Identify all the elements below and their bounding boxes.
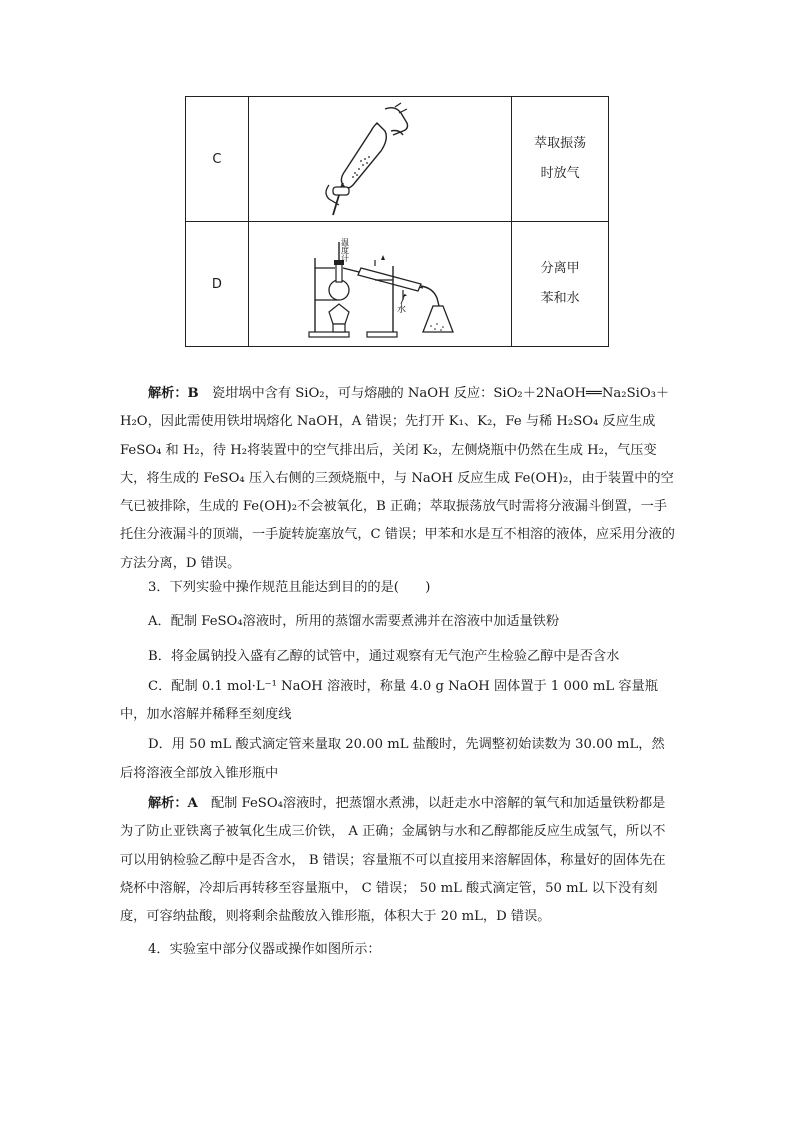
figure-cell bbox=[248, 222, 512, 347]
distillation-apparatus-icon bbox=[305, 228, 455, 340]
description-line: 时放气 bbox=[540, 166, 580, 181]
description-line: 分离甲 bbox=[540, 261, 580, 276]
separatory-funnel-icon bbox=[325, 101, 435, 217]
water-label: 水 bbox=[397, 305, 407, 315]
figure-cell bbox=[248, 97, 512, 222]
option-a: A．配制 FeSO₄溶液时，所用的蒸馏水需要煮沸并在溶液中加适量铁粉 bbox=[148, 614, 560, 630]
question-4-stem: 4．实验室中部分仪器或操作如图所示： bbox=[148, 941, 381, 957]
thermometer-label: 温度计 bbox=[340, 238, 350, 262]
option-c: C．配制 0.1 mol·L⁻¹ NaOH 溶液时，称量 4.0 g NaOH 固体置于 1 000 mL 容量瓶中，加水溶解并稀释至刻度线 bbox=[120, 678, 658, 723]
option-cell: D bbox=[186, 222, 249, 347]
question-3 bbox=[120, 574, 676, 964]
question-stem: 3．下列实验中操作规范且能达到目的的是( ) bbox=[148, 580, 431, 595]
option-d: D．用 50 mL 酸式滴定管来量取 20.00 mL 盐酸时，先调整初始读数为 30.00 mL，然后将溶液全部放入锥形瓶中 bbox=[120, 737, 665, 781]
table-row bbox=[186, 97, 609, 222]
option-b: B．将金属钠投入盛有乙醇的试管中，通过观察有无气泡产生检验乙醇中是否含水 bbox=[148, 648, 620, 664]
analysis-text: 瓷坩埚中含有 SiO₂，可与熔融的 NaOH 反应：SiO₂＋2NaOH══Na₂SiO₃＋H₂O，因此需使用铁坩埚熔化 NaOH，A 错误；先打开 K₁、K₂，Fe 与稀 H₂SO₄ 反应生成 FeSO₄ 和 H₂，待 H₂将装置中的空气排出后，关闭 K₂，左侧烧瓶中仍然在生成 H₂，气压变大，将生成的 FeSO₄ 压入右侧的三颈烧瓶中，与 NaOH 反应生成 Fe(OH)₂，由于装置中的空气已被排除，生成的 Fe(OH)₂不会被氧化，B 正确；萃取振荡放气时需将分液漏斗倒置，一手托住分液漏斗的顶端，一手旋转旋塞放气，C 错误；甲苯和水是互不相溶的液体，应采用分液的方法分离，D 错误。 bbox=[120, 386, 675, 571]
analysis-text: 配制 FeSO₄溶液时，把蒸馏水煮沸，以赶走水中溶解的氧气和加适量铁粉都是为了防止亚铁离子被氧化生成三价铁， A 正确；金属钠与水和乙醇都能反应生成氢气，所以不可以用钠检验乙醇中是否含水， B 错误；容量瓶不可以直接用来溶解固体，称量好的固体先在烧杯中溶解，冷却后再转移至容量瓶中， C 错误； 50 mL 酸式滴定管，50 mL 以下没有刻度，可容纳盐酸，则将剩余盐酸放入锥形瓶，体积大于 20 mL，D 错误。 bbox=[120, 796, 666, 925]
experiment-table bbox=[185, 96, 609, 347]
table-row bbox=[186, 222, 609, 347]
description-cell bbox=[512, 222, 609, 347]
analysis-paragraph-1 bbox=[120, 380, 676, 578]
analysis-label: 解析：A bbox=[148, 796, 198, 812]
description-line: 苯和水 bbox=[540, 291, 580, 306]
description-cell bbox=[512, 97, 609, 222]
description-line: 萃取振荡 bbox=[534, 136, 587, 151]
option-cell: C bbox=[186, 97, 249, 222]
analysis-label: 解析：B bbox=[148, 386, 199, 401]
